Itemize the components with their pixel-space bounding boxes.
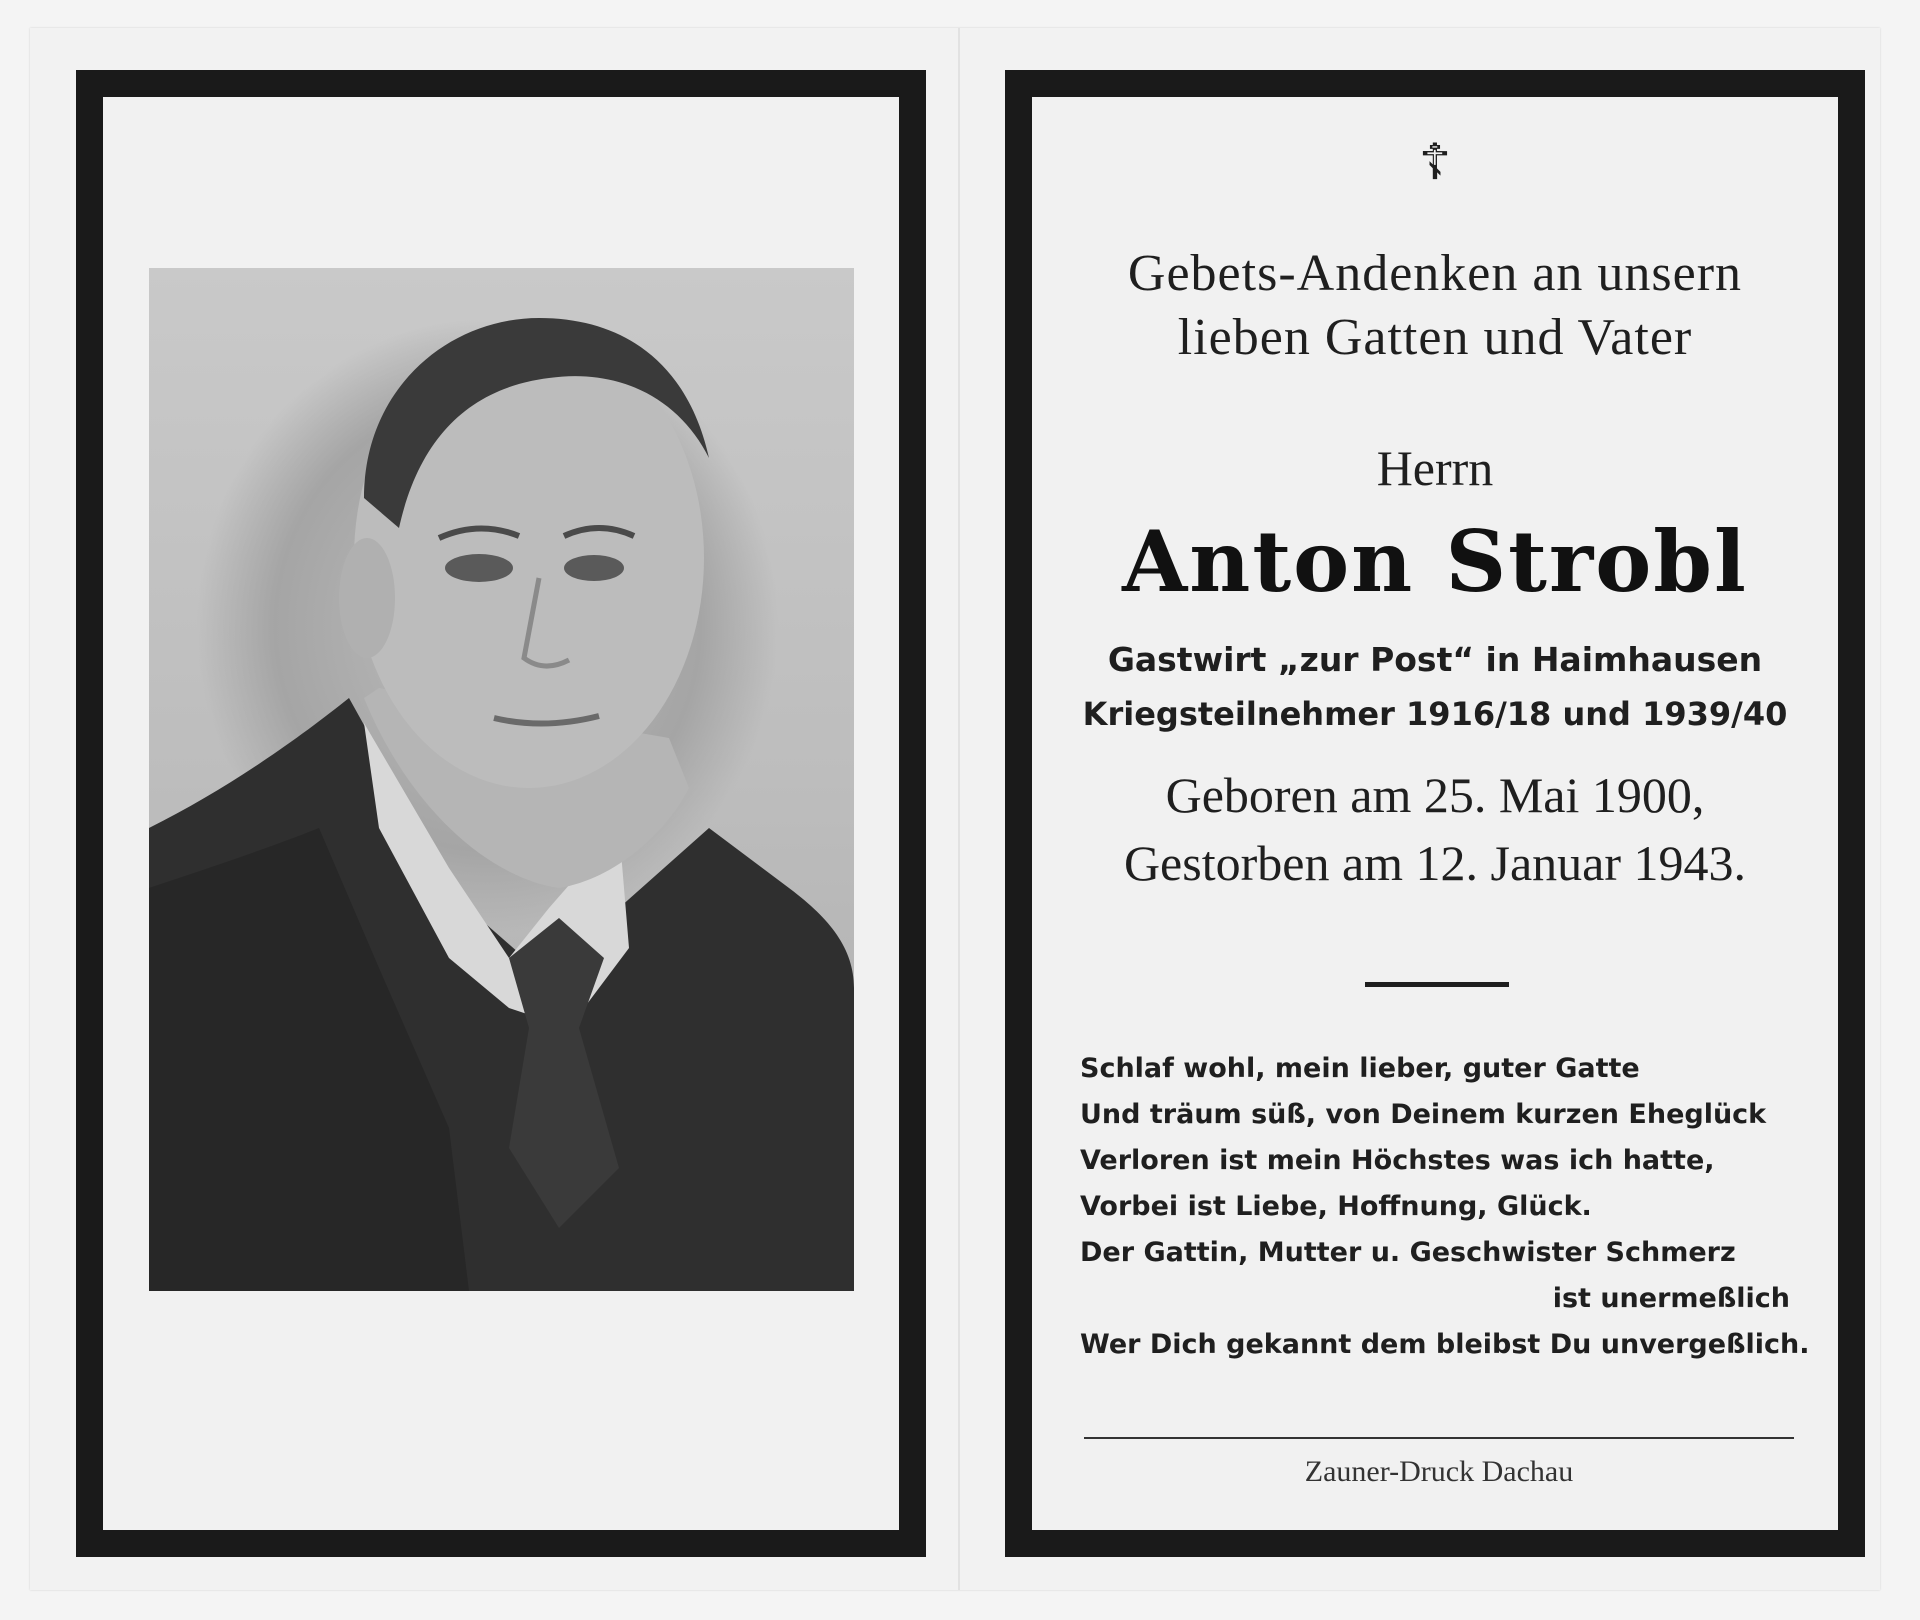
poem-line: Der Gattin, Mutter u. Geschwister Schmerz xyxy=(1080,1237,1736,1268)
birth-date: Geboren am 25. Mai 1900, xyxy=(1165,767,1705,823)
intro-line-2: lieben Gatten und Vater xyxy=(1177,309,1693,366)
portrait-photo xyxy=(149,268,854,1291)
memorial-poem xyxy=(1080,1046,1810,1368)
footer-divider xyxy=(1084,1437,1794,1439)
honorific: Herrn xyxy=(1376,440,1494,496)
poem-line: Und träum süß, von Deinem kurzen Eheglück xyxy=(1080,1099,1767,1130)
orthodox-cross-symbol: ☦ xyxy=(1418,133,1452,191)
portrait-illustration xyxy=(149,268,854,1291)
poem-line: Vorbei ist Liebe, Hoffnung, Glück. xyxy=(1080,1191,1592,1222)
military-service: Kriegsteilnehmer 1916/18 und 1939/40 xyxy=(1082,695,1788,733)
deceased-name: Anton Strobl xyxy=(1122,512,1748,611)
occupation: Gastwirt „zur Post“ in Haimhausen xyxy=(1107,640,1763,679)
intro-line-1: Gebets-Andenken an unsern xyxy=(1127,245,1743,302)
poem-line: Wer Dich gekannt dem bleibst Du unvergeßlich. xyxy=(1080,1329,1810,1360)
short-divider xyxy=(1365,982,1509,987)
intro-text xyxy=(1032,242,1838,370)
printer-credit: Zauner-Druck Dachau xyxy=(1304,1455,1574,1488)
poem-line: Verloren ist mein Höchstes was ich hatte, xyxy=(1080,1145,1715,1176)
poem-line: ist unermeßlich xyxy=(1552,1283,1790,1314)
poem-line: Schlaf wohl, mein lieber, guter Gatte xyxy=(1080,1053,1640,1084)
death-date: Gestorben am 12. Januar 1943. xyxy=(1123,835,1747,891)
card-fold xyxy=(958,28,960,1590)
